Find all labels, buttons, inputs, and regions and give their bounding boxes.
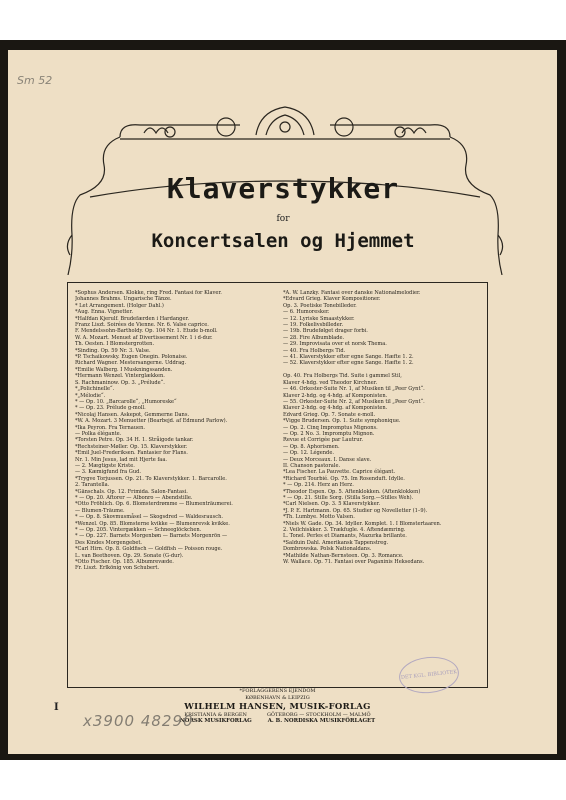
- catalog-entry: Richard Wagner. Mestersangerne. Uddrag.: [75, 360, 187, 367]
- catalog-entry: *Richard Tourbié. Op. 75. Im Rosenduft. Idylle.: [283, 475, 405, 482]
- catalog-entry: *A. W. Lanzky. Fantasi over danske Nationalmelodier.: [283, 290, 421, 296]
- catalog-entry: Klaver 2-hdg. og 4-hdg. af Komponisten.: [283, 405, 388, 412]
- catalog-entry: *Mathilde Nathan-Bernsteen. Op. 3. Romance.: [283, 552, 404, 559]
- catalog-entry: *Hermann Wenzel. Vinterglækken.: [75, 373, 165, 380]
- cover-subtitle: Koncertsalen og Hjemmet: [151, 230, 415, 252]
- catalog-entry: Revue et Corrigée par Lautrur.: [283, 437, 364, 444]
- catalog-entry: *Niels W. Gade. Op. 34. Idyller. Komplet. 1. I Blomstertaaren.: [283, 520, 442, 527]
- catalog-entry: *Lea Fischer. La Pauvette. Caprice élégant.: [283, 469, 396, 476]
- catalog-entry: — 52. Klaverstykker efter egne Sange. Hæfte 1. 2.: [283, 360, 414, 367]
- catalog-entry: *Ika Peyron. Fra Ternauen.: [75, 424, 146, 431]
- catalog-entry: * — Op. 214. Herz an Herz.: [283, 482, 354, 489]
- catalog-entry: Edvard Grieg. Op. 7. Sonate e-moll.: [283, 411, 376, 418]
- catalog-entry: — Blumen-Träume.: [75, 507, 125, 514]
- catalog-entry: *Otto Fröhlich. Op. 6. Blomsterdrømme — Blumenträumerei.: [75, 501, 233, 508]
- catalog-entry: Klaver 4-hdg. ved Theodor Kirchner.: [283, 379, 378, 386]
- catalog-entry: *Sinding. Op. 59 Nr. 3. Valse.: [75, 347, 151, 354]
- catalog-entry: W. A. Mozart. Menuet af Divertissement Nr. 1 i d-dur.: [75, 334, 213, 341]
- catalog-entry: — 28. Fire Albumblade.: [283, 334, 345, 341]
- catalog-entry: *P. Tschaikowsky. Eugen Onegin. Polonaise.: [75, 354, 188, 361]
- catalog-left-column: [75, 290, 280, 572]
- catalog-entry: * — Op. 20. Aftorer — Albonro — Abendstille.: [75, 495, 193, 501]
- catalog-entry: — Polka élégante.: [75, 430, 122, 437]
- catalog-entry: *Otto Fischer. Op. 185. Albumrevæde.: [75, 559, 174, 566]
- catalog-entry: * — Op. 227. Barnets Morgenbøn — Barnets Morgenrön —: [75, 533, 228, 540]
- catalog-entry: — 46. Orkester-Suite Nr. 1, af Musiken til „Peer Gynt“.: [283, 386, 425, 393]
- catalog-entry: Th. Oesten. I Blomstergrotten.: [75, 341, 155, 348]
- catalog-entry: * — Op. 21. Stille Sorg. (Stilla Sorg.—Stilles Weh).: [283, 495, 414, 501]
- catalog-entry: Des Kindes Morgengebet.: [75, 539, 143, 546]
- catalog-entry: * — Op. 23. Prélude g-moll.: [75, 405, 146, 412]
- catalog-right-column: [283, 290, 483, 565]
- branch-1-name: NORSK MUSIKFORLAG: [179, 718, 252, 724]
- catalog-entry: 2. Veilchiskker. 3. Trækfugle. 4. Aftendæmring.: [283, 527, 406, 534]
- catalog-entry: W. Wallace. Op. 71. Fantasi over Paganinis Heksedans.: [283, 559, 425, 566]
- catalog-entry: — 6. Humoresker.: [283, 309, 330, 316]
- catalog-entry: L. Tonel. Perles et Diamants, Mazurka brillante.: [283, 533, 407, 540]
- catalog-entry: *Nicolaj Hansen. Askepot, Gemmerne Dans.: [75, 411, 190, 418]
- catalog-entry: F. Mendelssohn-Bartholdy. Op. 104 Nr. 1. Etude b-moll.: [75, 328, 218, 335]
- catalog-entry: *Th. Lumbye. Motto Valsen.: [283, 514, 355, 521]
- catalog-entry: — 19. Folkelivsbilleder.: [283, 322, 344, 329]
- catalog-entry: *Torsten Petre. Op. 34 H. 1. Stråigode tankar.: [75, 437, 194, 444]
- catalog-entry: *J. P. E. Hartmann. Op. 65. Studier og Novelletter (1–9).: [283, 507, 428, 514]
- catalog-entry: *Theodor Espen. Op. 5. Aftenklokken. (Aftenklokken): [283, 488, 421, 495]
- catalog-entry: L. van Beethoven. Op. 29. Sonate (G-dur).: [75, 552, 184, 559]
- branch-1-cities: KRISTIANIA & BERGEN: [184, 712, 247, 718]
- catalog-entry: — 41. Klaverstykker efter egne Sange. Hæfte 1. 2.: [283, 354, 414, 361]
- catalog-entry: *W. A. Mozart. 3 Menuetter (Bearbejd. af Edmund Parlow).: [75, 418, 228, 425]
- catalog-entry: Nr. 1. Min Jesus, lad mit Hjerte faa.: [75, 456, 167, 463]
- catalog-entry: 2. Tarantella.: [75, 482, 110, 489]
- page-mark: I: [54, 702, 59, 713]
- catalog-entry: — 12. Lyriske Smaastykker.: [283, 315, 355, 322]
- catalog-entry: *„Polichinelle“.: [75, 386, 115, 393]
- catalog-entry: *Gänschals. Op. 12. Frimida. Salon-Fantasi.: [75, 488, 188, 495]
- catalog-entry: II. Chanson pastorale.: [283, 462, 341, 469]
- catalog-entry: *Emil Juel-Frederiksen. Fantasier for Flans.: [75, 450, 188, 457]
- cover-title: Klaverstykker: [166, 172, 400, 205]
- catalog-entry: *Halfdan Kjerulf. Brudefærden i Hardanger.: [75, 315, 189, 322]
- publisher-note: *FORLAGGERENS EJENDOM: [239, 688, 316, 694]
- library-stamp: DET KGL. BIBLIOTEK: [397, 654, 460, 696]
- catalog-entry: *Sophus Andersen. Klokke, ring Fred. Fantasi for Klaver.: [75, 290, 222, 296]
- catalog-entry: Klaver 2-hdg. og 4-hdg. af Komponisten.: [283, 392, 388, 399]
- pencil-shelfmark: Sm 52: [17, 74, 53, 87]
- catalog-entry: *Emilie Walberg. I Muskningssanden.: [75, 366, 173, 373]
- catalog-entry: * — Op. 8. Skovmusmåsel — Skogsdred — Waldesrausch.: [75, 514, 224, 521]
- catalog-entry: *Carl Hirn. Op. 8. Goldfisch — Goldfish — Poisson rouge.: [75, 546, 223, 553]
- catalog-entry: — Op. 8. Aphorismen.: [283, 443, 340, 450]
- catalog-entry: *Vigge Brudersen. Op. 1. Suite symphonique.: [283, 418, 401, 425]
- publisher-name: WILHELM HANSEN, MUSIK-FORLAG: [184, 702, 371, 712]
- catalog-entry: * Let Arrangement. (Holger Dahl.): [75, 302, 164, 309]
- title-connector: for: [276, 214, 290, 224]
- catalog-entry: — 55. Orkester-Suite Nr. 2, af Musiken til „Peer Gynt“.: [283, 398, 425, 405]
- branch-2-name: A. B. NORDISKA MUSIKFÖRLAGET: [267, 718, 376, 724]
- catalog-entry: — 29. Improvisata over et norsk Thema.: [283, 341, 387, 348]
- pencil-inventory-number: x3900 48290: [83, 712, 194, 730]
- catalog-entry: Op. 40. Fra Holbergs Tid. Suite i gammel Stil,: [283, 373, 402, 380]
- catalog-entry: Op. 3. Poetiske Tonebilleder.: [283, 302, 357, 309]
- branch-2-cities: GÖTEBORG — STOCKHOLM — MALMÖ: [266, 712, 371, 718]
- catalog-entry: S. Rachmaninow. Op. 3. „Prélude“.: [75, 379, 165, 386]
- catalog-entry: *Rechsteiner-Møller. Op. 15. Klaverstykker.: [75, 443, 188, 450]
- catalog-entry: Franz Liszt. Soirées de Vienne. Nr. 6. Valse caprice.: [75, 322, 209, 329]
- catalog-entry: — 2. Mægtigste Kriste.: [75, 462, 135, 469]
- catalog-entry: *Edvard Grieg. Klaver Kompositioner.: [283, 296, 381, 303]
- catalog-entry: *Carl Nielsen. Op. 3. 5 Klaverstykker.: [283, 501, 381, 508]
- catalog-entry: — Op. 12. Légende.: [283, 450, 334, 457]
- catalog-entry: — Deux Morceaux. I. Danse slave.: [283, 456, 372, 463]
- catalog-entry: — Op. 2. Cinq Impromptus Mignons.: [283, 424, 378, 431]
- catalog-entry: *Aug. Enna. Vignetter.: [75, 309, 133, 316]
- catalog-entry: Dombrowska. Polsk Nationaldans.: [283, 546, 372, 553]
- catalog-entry: *Wenzel. Op. 85. Blomsterne kvikke — Blumenrevsk kvikke.: [75, 520, 230, 527]
- catalog-entry: *„Mélodie“.: [75, 392, 106, 399]
- publisher-cities: KØBENHAVN & LEIPZIG: [245, 695, 310, 701]
- catalog-entry: *Salduin Dahl. Amerikansk Tappenstreg.: [283, 539, 389, 546]
- catalog-entry: — Op. 2 No. 3. Impromptu Mignon.: [283, 430, 375, 437]
- catalog-entry: Fr. Liszt. Erlkönig von Schubert.: [75, 565, 160, 572]
- catalog-entry: * — Op. 10. „Barcarolle“, „Humoreske“: [75, 398, 177, 405]
- catalog-entry: — 40. Fra Holbergs Tid.: [283, 347, 346, 354]
- catalog-entry: * — Op. 205. Vintergækken — Schneeglöckchen.: [75, 527, 202, 534]
- catalog-entry: Johannes Brahms. Ungarische Tänze.: [75, 296, 172, 303]
- catalog-entry: — 19b. Brudefølget drager forbi.: [283, 328, 368, 335]
- catalog-entry: *Trygve Torjussen. Op. 21. To Klaverstykker. 1. Barcarolle.: [75, 475, 227, 482]
- catalog-entry: — 3. Kæmigfund fra Gud.: [75, 469, 142, 476]
